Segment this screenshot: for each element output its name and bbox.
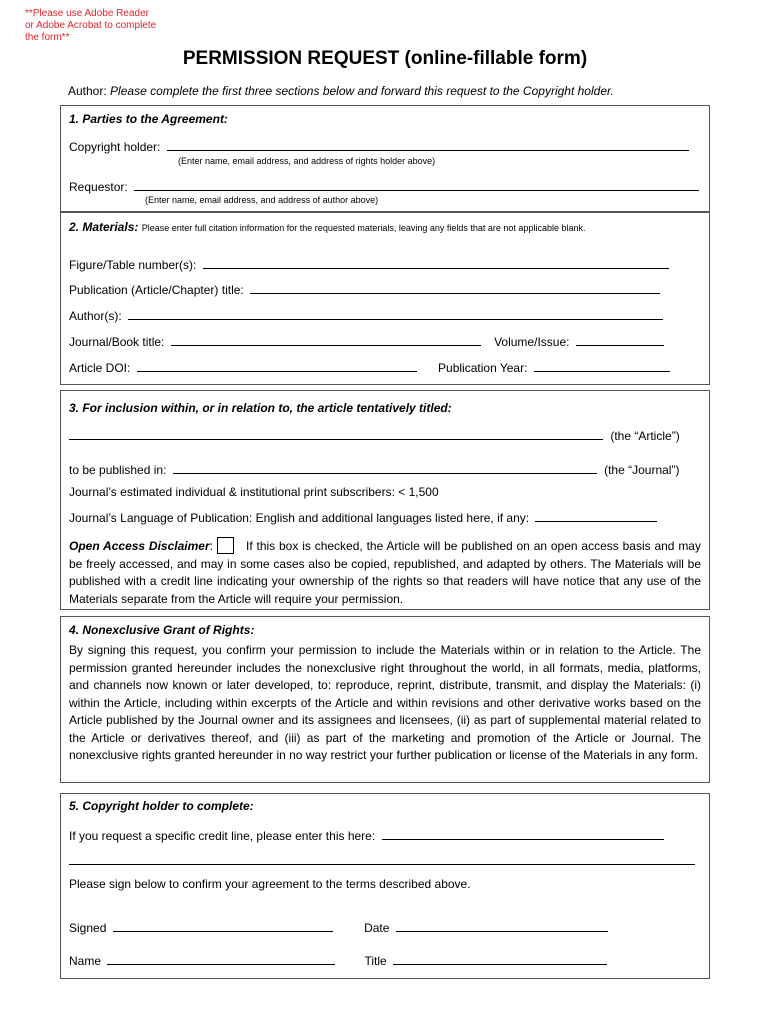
- open-access-checkbox[interactable]: [217, 537, 234, 554]
- language-field[interactable]: [535, 509, 657, 522]
- journal-field[interactable]: [171, 333, 481, 346]
- requestor-hint: (Enter name, email address, and address of author above): [145, 195, 379, 205]
- authors-field[interactable]: [128, 307, 663, 320]
- copyright-holder-row: [69, 138, 689, 154]
- title-field[interactable]: [393, 952, 607, 965]
- section-heading: 4. Nonexclusive Grant of Rights:: [69, 623, 255, 637]
- section-materials: [60, 212, 710, 385]
- authors-label: Author(s):: [69, 309, 122, 323]
- copyright-holder-field[interactable]: [167, 138, 689, 151]
- published-in-row: [69, 461, 679, 477]
- name-row: [69, 952, 607, 968]
- requestor-row: [69, 178, 699, 194]
- journal-label: Journal/Book title:: [69, 335, 165, 349]
- page-title: PERMISSION REQUEST (online-fillable form): [182, 48, 588, 69]
- requestor-field[interactable]: [134, 178, 699, 191]
- year-label: Publication Year:: [438, 361, 528, 375]
- credit-line-label: If you request a specific credit line, please enter this here:: [69, 829, 376, 843]
- section-heading: 1. Parties to the Agreement:: [69, 112, 228, 126]
- doi-label: Article DOI:: [69, 361, 131, 375]
- signed-field[interactable]: [113, 919, 333, 932]
- open-access-text: If this box is checked, the Article will be published on an open access basis and may be freely accessed, and may in some cases also be copied, republished, and adapted by others. The Materials will be published with a credit line indicating your ownership of the rights so that readers will have notice that any use of the Materials separate from the Article will require your permission.: [69, 539, 701, 606]
- open-access-disclaimer: [69, 537, 701, 608]
- publication-label: Publication (Article/Chapter) title:: [69, 283, 244, 297]
- signed-label: Signed: [69, 921, 107, 935]
- language-label: Journal’s Language of Publication: English and additional languages listed here, if any:: [69, 511, 530, 525]
- author-instruction-text: Please complete the first three sections below and forward this request to the Copyright holder.: [110, 84, 614, 98]
- section-heading: 3. For inclusion within, or in relation to, the article tentatively titled:: [69, 401, 452, 415]
- section-heading: 5. Copyright holder to complete:: [69, 799, 254, 813]
- date-label: Date: [364, 921, 390, 935]
- copyright-holder-hint: (Enter name, email address, and address of rights holder above): [178, 156, 436, 166]
- credit-line-field[interactable]: [382, 827, 664, 840]
- name-field[interactable]: [107, 952, 335, 965]
- doi-field[interactable]: [137, 359, 417, 372]
- publication-row: [69, 281, 660, 297]
- open-access-colon: :: [209, 539, 213, 553]
- section-copyright-holder: [60, 793, 710, 979]
- journal-suffix: (the “Journal”): [604, 463, 680, 477]
- copyright-holder-label: Copyright holder:: [69, 140, 161, 154]
- title-label: Title: [364, 954, 387, 968]
- figure-label: Figure/Table number(s):: [69, 258, 197, 272]
- materials-heading-row: [69, 220, 585, 234]
- authors-row: [69, 307, 663, 323]
- journal-row: [69, 333, 664, 349]
- year-field[interactable]: [534, 359, 670, 372]
- author-instructions: [68, 84, 614, 98]
- sign-note: Please sign below to confirm your agreement to the terms described above.: [69, 877, 471, 891]
- published-in-field[interactable]: [173, 461, 597, 474]
- volume-field[interactable]: [576, 333, 664, 346]
- credit-line-row: [69, 827, 664, 843]
- section-inclusion: [60, 390, 710, 610]
- section-parties: [60, 105, 710, 212]
- section-grant-of-rights: [60, 616, 710, 783]
- published-in-label: to be published in:: [69, 463, 167, 477]
- subscribers-text: Journal’s estimated individual & institutional print subscribers: < 1,500: [69, 485, 439, 499]
- figure-field[interactable]: [203, 256, 669, 269]
- publication-field[interactable]: [250, 281, 660, 294]
- materials-note: Please enter full citation information for the requested materials, leaving any fields that are not applicable blank.: [141, 223, 586, 233]
- credit-line-row-2: [69, 852, 695, 868]
- language-row: [69, 509, 657, 525]
- section-heading: 2. Materials:: [69, 220, 139, 234]
- article-title-field[interactable]: [69, 427, 603, 440]
- date-field[interactable]: [396, 919, 608, 932]
- requestor-label: Requestor:: [69, 180, 128, 194]
- signed-row: [69, 919, 608, 935]
- figure-row: [69, 256, 669, 272]
- doi-row: [69, 359, 670, 375]
- name-label: Name: [69, 954, 102, 968]
- adobe-reader-note: **Please use Adobe Reader or Adobe Acrobat to complete the form**: [25, 8, 157, 43]
- article-suffix: (the “Article”): [610, 429, 680, 443]
- grant-of-rights-text: By signing this request, you confirm your permission to include the Materials within or in relation to the Article. The permission granted hereunder includes the nonexclusive right throughout the world, in all formats, media, platforms, and channels now known or later developed, to: reproduce, reprint, distribute, transmit, and display the Materials: (i) within the Article, including within excerpts of the Article and within revisions and other derivative works based on the Article published by the Journal owner and its assignees and licensees, (ii) as part of supplemental material related to the Article or derivatives thereof, and (iii) as part of the marketing and promotion of the Article or Journal. The nonexclusive rights granted hereunder in no way restrict your further publication or license of the Materials in any form.: [69, 643, 701, 762]
- credit-line-field-2[interactable]: [69, 852, 695, 865]
- author-label: Author:: [68, 84, 107, 98]
- open-access-label: Open Access Disclaimer: [69, 539, 210, 553]
- article-title-row: [69, 427, 680, 443]
- volume-label: Volume/Issue:: [494, 335, 570, 349]
